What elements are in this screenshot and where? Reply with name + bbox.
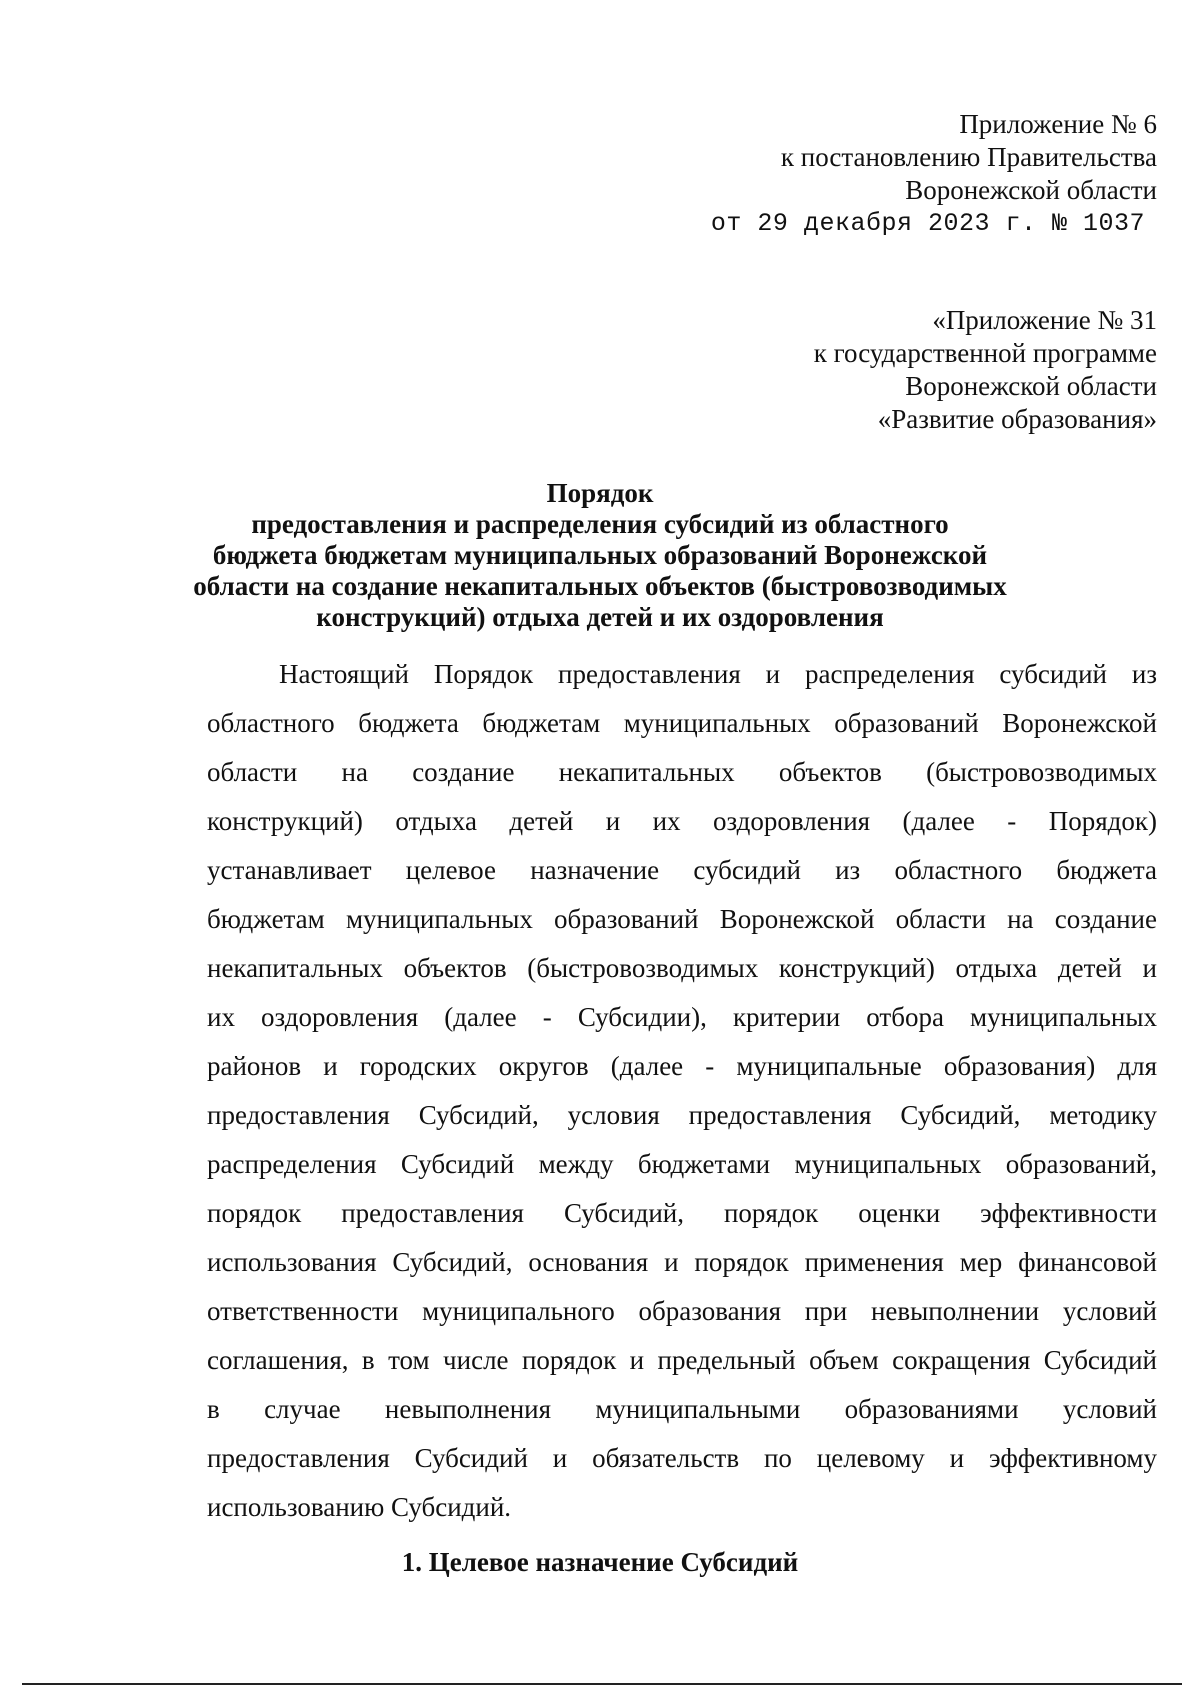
program-appendix-region: Воронежской области [905, 371, 1157, 401]
title-line-4: области на создание некапитальных объектов (быстровозводимых [193, 571, 1007, 601]
paragraph-line: районов и городских округов (далее - муниципальные образования) для [207, 1051, 1157, 1081]
program-appendix-ref: к государственной программе [813, 338, 1157, 368]
paragraph-line: предоставления Субсидий, условия предоставления Субсидий, методику [207, 1100, 1157, 1130]
paragraph-line: использования Субсидий, основания и порядок применения мер финансовой [207, 1247, 1157, 1277]
paragraph-line: в случае невыполнения муниципальными образованиями условий [207, 1394, 1157, 1424]
program-appendix-block [814, 304, 1157, 436]
paragraph-line: соглашения, в том числе порядок и предельный объем сокращения Субсидий [207, 1345, 1157, 1375]
paragraph-line: распределения Субсидий между бюджетами муниципальных образований, [207, 1149, 1157, 1179]
appendix-resolution-ref: к постановлению Правительства [780, 142, 1157, 172]
appendix-number: Приложение № 6 [959, 109, 1157, 139]
title-line-3: бюджета бюджетам муниципальных образований Воронежской [212, 540, 988, 570]
paragraph-line: Настоящий Порядок предоставления и распределения субсидий из [279, 659, 1157, 689]
resolution-appendix-block [711, 108, 1157, 240]
title-line-2: предоставления и распределения субсидий из областного [251, 509, 949, 539]
paragraph-line: ответственности муниципального образования при невыполнении условий [207, 1296, 1157, 1326]
paragraph-line: области на создание некапитальных объектов (быстровозводимых [207, 757, 1157, 787]
title-line-1: Порядок [546, 478, 654, 508]
section-heading: 1. Целевое назначение Субсидий [401, 1547, 799, 1577]
intro-paragraph [207, 650, 1157, 1532]
paragraph-line: бюджетам муниципальных образований Воронежской области на создание [207, 904, 1157, 934]
paragraph-line: их оздоровления (далее - Субсидии), критерии отбора муниципальных [207, 1002, 1157, 1032]
appendix-date-number: от 29 декабря 2023 г. № 1037 [710, 209, 1145, 238]
paragraph-line: порядок предоставления Субсидий, порядок оценки эффективности [207, 1198, 1157, 1228]
paragraph-line: конструкций) отдыха детей и их оздоровления (далее - Порядок) [207, 806, 1157, 836]
page-bottom-rule [22, 1683, 1182, 1685]
title-line-5: конструкций) отдыха детей и их оздоровления [316, 602, 884, 632]
document-title [150, 478, 1050, 633]
paragraph-line: некапитальных объектов (быстровозводимых конструкций) отдыха детей и [207, 953, 1157, 983]
paragraph-line: предоставления Субсидий и обязательств по целевому и эффективному [207, 1443, 1157, 1473]
paragraph-line: областного бюджета бюджетам муниципальных образований Воронежской [207, 708, 1157, 738]
paragraph-line: использованию Субсидий. [207, 1492, 512, 1522]
appendix-region: Воронежской области [905, 175, 1157, 205]
paragraph-line: устанавливает целевое назначение субсидий из областного бюджета [207, 855, 1157, 885]
program-appendix-number: «Приложение № 31 [932, 305, 1157, 335]
program-appendix-name: «Развитие образования» [877, 404, 1157, 434]
